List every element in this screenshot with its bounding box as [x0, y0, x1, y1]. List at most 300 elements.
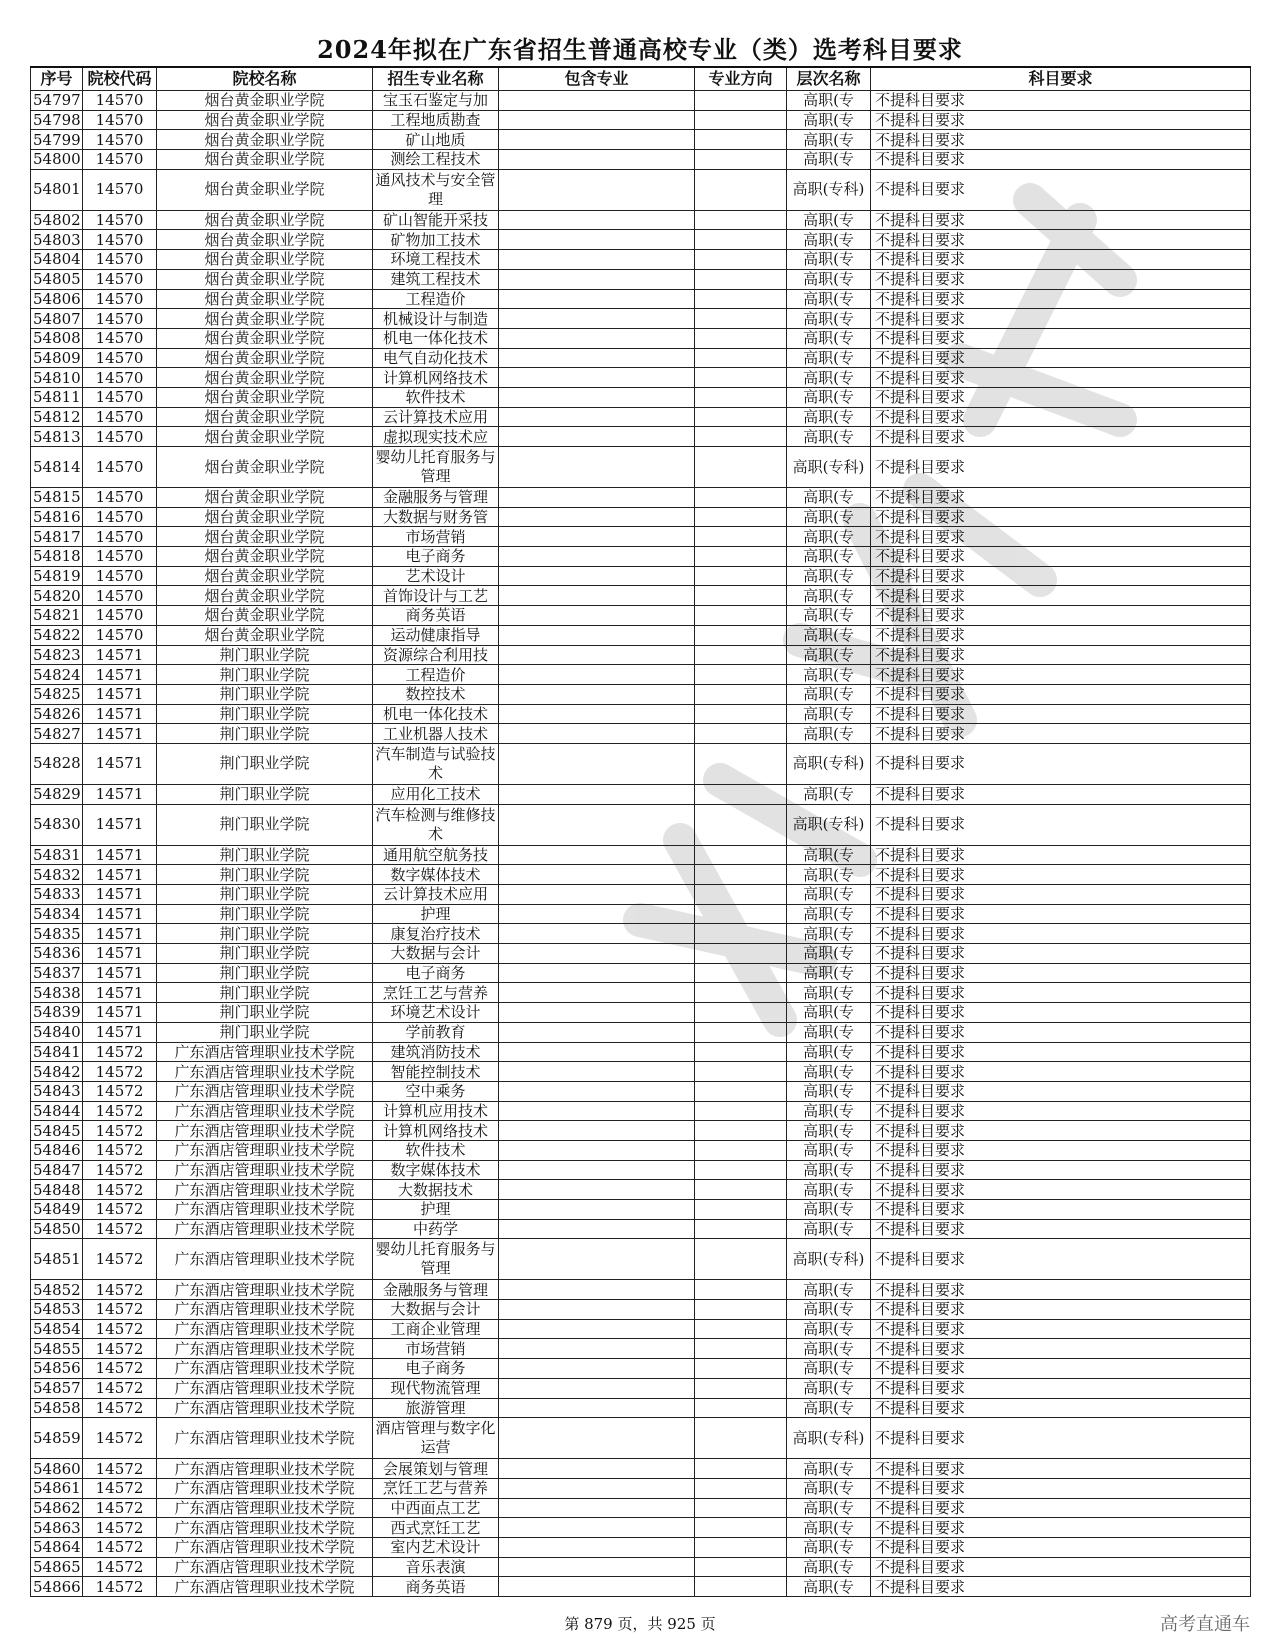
- cell-included-major: [499, 407, 695, 427]
- cell-school-name: 烟台黄金职业学院: [157, 348, 373, 368]
- table-row: [31, 1121, 1251, 1141]
- cell-school-code: 14570: [83, 328, 157, 348]
- cell-seq: 54845: [31, 1121, 83, 1141]
- cell-direction: [695, 784, 787, 804]
- table-row: [31, 488, 1251, 508]
- cell-major-name: 学前教育: [373, 1022, 499, 1042]
- cell-school-code: 14571: [83, 963, 157, 983]
- cell-seq: 54806: [31, 289, 83, 309]
- cell-direction: [695, 1300, 787, 1320]
- cell-major-name: 烹饪工艺与营养: [373, 983, 499, 1003]
- cell-school-code: 14571: [83, 885, 157, 905]
- cell-included-major: [499, 169, 695, 210]
- cell-requirement: 不提科目要求: [871, 804, 1251, 845]
- cell-school-name: 广东酒店管理职业技术学院: [157, 1319, 373, 1339]
- cell-requirement: 不提科目要求: [871, 1537, 1251, 1557]
- cell-included-major: [499, 1498, 695, 1518]
- cell-level: 高职(专: [787, 427, 871, 447]
- column-header-included-major: 包含专业: [499, 67, 695, 91]
- cell-school-name: 广东酒店管理职业技术学院: [157, 1081, 373, 1101]
- cell-major-name: 中西面点工艺: [373, 1498, 499, 1518]
- cell-major-name: 金融服务与管理: [373, 1280, 499, 1300]
- cell-major-name: 环境工程技术: [373, 250, 499, 270]
- cell-school-code: 14572: [83, 1300, 157, 1320]
- cell-seq: 54798: [31, 110, 83, 130]
- cell-direction: [695, 1319, 787, 1339]
- cell-school-code: 14571: [83, 983, 157, 1003]
- table-row: [31, 1042, 1251, 1062]
- cell-school-name: 烟台黄金职业学院: [157, 210, 373, 230]
- cell-school-code: 14571: [83, 924, 157, 944]
- cell-seq: 54864: [31, 1537, 83, 1557]
- cell-seq: 54821: [31, 606, 83, 626]
- cell-school-code: 14570: [83, 368, 157, 388]
- cell-requirement: 不提科目要求: [871, 1200, 1251, 1220]
- cell-included-major: [499, 1022, 695, 1042]
- cell-school-code: 14570: [83, 309, 157, 329]
- table-row: [31, 1498, 1251, 1518]
- cell-direction: [695, 1378, 787, 1398]
- cell-direction: [695, 1022, 787, 1042]
- cell-requirement: 不提科目要求: [871, 507, 1251, 527]
- cell-school-code: 14572: [83, 1459, 157, 1479]
- cell-level: 高职(专: [787, 625, 871, 645]
- cell-school-name: 烟台黄金职业学院: [157, 150, 373, 170]
- cell-level: 高职(专: [787, 1557, 871, 1577]
- cell-requirement: 不提科目要求: [871, 150, 1251, 170]
- cell-direction: [695, 250, 787, 270]
- cell-school-code: 14570: [83, 250, 157, 270]
- cell-school-name: 广东酒店管理职业技术学院: [157, 1498, 373, 1518]
- cell-direction: [695, 407, 787, 427]
- cell-direction: [695, 91, 787, 111]
- cell-school-code: 14570: [83, 527, 157, 547]
- cell-requirement: 不提科目要求: [871, 1339, 1251, 1359]
- cell-level: 高职(专: [787, 230, 871, 250]
- cell-seq: 54817: [31, 527, 83, 547]
- table-row: [31, 743, 1251, 784]
- cell-major-name: 云计算技术应用: [373, 407, 499, 427]
- cell-requirement: 不提科目要求: [871, 724, 1251, 744]
- cell-included-major: [499, 547, 695, 567]
- cell-direction: [695, 1180, 787, 1200]
- table-row: [31, 1239, 1251, 1280]
- table-row: [31, 1557, 1251, 1577]
- cell-major-name: 数字媒体技术: [373, 865, 499, 885]
- cell-school-name: 烟台黄金职业学院: [157, 269, 373, 289]
- table-row: [31, 289, 1251, 309]
- table-row: [31, 210, 1251, 230]
- cell-included-major: [499, 1140, 695, 1160]
- cell-school-name: 荆门职业学院: [157, 944, 373, 964]
- cell-included-major: [499, 348, 695, 368]
- cell-level: 高职(专: [787, 885, 871, 905]
- table-row: [31, 784, 1251, 804]
- cell-seq: 54824: [31, 665, 83, 685]
- cell-seq: 54814: [31, 447, 83, 488]
- table-row: [31, 150, 1251, 170]
- cell-seq: 54836: [31, 944, 83, 964]
- table-row: [31, 110, 1251, 130]
- cell-direction: [695, 1239, 787, 1280]
- cell-level: 高职(专: [787, 407, 871, 427]
- cell-direction: [695, 1140, 787, 1160]
- cell-direction: [695, 447, 787, 488]
- table-row: [31, 1022, 1251, 1042]
- cell-requirement: 不提科目要求: [871, 1300, 1251, 1320]
- cell-school-code: 14570: [83, 110, 157, 130]
- cell-included-major: [499, 1537, 695, 1557]
- cell-school-name: 荆门职业学院: [157, 704, 373, 724]
- cell-school-name: 荆门职业学院: [157, 645, 373, 665]
- cell-requirement: 不提科目要求: [871, 684, 1251, 704]
- table-row: [31, 904, 1251, 924]
- cell-direction: [695, 724, 787, 744]
- cell-included-major: [499, 804, 695, 845]
- cell-level: 高职(专: [787, 1577, 871, 1597]
- cell-seq: 54809: [31, 348, 83, 368]
- cell-school-code: 14572: [83, 1200, 157, 1220]
- cell-school-name: 广东酒店管理职业技术学院: [157, 1121, 373, 1141]
- cell-requirement: 不提科目要求: [871, 1022, 1251, 1042]
- table-row: [31, 865, 1251, 885]
- table-row: [31, 645, 1251, 665]
- cell-requirement: 不提科目要求: [871, 743, 1251, 784]
- cell-included-major: [499, 1042, 695, 1062]
- table-row: [31, 250, 1251, 270]
- cell-requirement: 不提科目要求: [871, 1398, 1251, 1418]
- table-row: [31, 944, 1251, 964]
- cell-included-major: [499, 1280, 695, 1300]
- table-row: [31, 1537, 1251, 1557]
- cell-level: 高职(专: [787, 684, 871, 704]
- cell-school-code: 14572: [83, 1498, 157, 1518]
- cell-requirement: 不提科目要求: [871, 1042, 1251, 1062]
- cell-major-name: 市场营销: [373, 1339, 499, 1359]
- cell-level: 高职(专: [787, 150, 871, 170]
- cell-school-name: 烟台黄金职业学院: [157, 250, 373, 270]
- cell-direction: [695, 1121, 787, 1141]
- cell-seq: 54850: [31, 1219, 83, 1239]
- cell-school-name: 广东酒店管理职业技术学院: [157, 1459, 373, 1479]
- table-row: [31, 407, 1251, 427]
- cell-included-major: [499, 1160, 695, 1180]
- cell-seq: 54815: [31, 488, 83, 508]
- cell-direction: [695, 269, 787, 289]
- cell-seq: 54854: [31, 1319, 83, 1339]
- cell-direction: [695, 885, 787, 905]
- cell-seq: 54802: [31, 210, 83, 230]
- cell-major-name: 首饰设计与工艺: [373, 586, 499, 606]
- cell-seq: 54837: [31, 963, 83, 983]
- cell-direction: [695, 1398, 787, 1418]
- cell-school-name: 广东酒店管理职业技术学院: [157, 1280, 373, 1300]
- cell-school-code: 14572: [83, 1398, 157, 1418]
- table-row: [31, 1200, 1251, 1220]
- cell-seq: 54813: [31, 427, 83, 447]
- cell-school-code: 14570: [83, 407, 157, 427]
- table-row: [31, 1219, 1251, 1239]
- cell-included-major: [499, 309, 695, 329]
- cell-included-major: [499, 427, 695, 447]
- cell-level: 高职(专科): [787, 447, 871, 488]
- cell-direction: [695, 1200, 787, 1220]
- cell-direction: [695, 983, 787, 1003]
- cell-major-name: 室内艺术设计: [373, 1537, 499, 1557]
- cell-major-name: 旅游管理: [373, 1398, 499, 1418]
- cell-school-code: 14572: [83, 1062, 157, 1082]
- table-row: [31, 91, 1251, 111]
- cell-school-code: 14572: [83, 1280, 157, 1300]
- cell-level: 高职(专: [787, 269, 871, 289]
- cell-included-major: [499, 1378, 695, 1398]
- cell-level: 高职(专: [787, 1280, 871, 1300]
- cell-included-major: [499, 983, 695, 1003]
- cell-included-major: [499, 865, 695, 885]
- cell-school-name: 烟台黄金职业学院: [157, 488, 373, 508]
- cell-school-code: 14570: [83, 427, 157, 447]
- table-row: [31, 368, 1251, 388]
- cell-school-code: 14571: [83, 724, 157, 744]
- cell-school-code: 14570: [83, 130, 157, 150]
- column-header-school-name: 院校名称: [157, 67, 373, 91]
- cell-requirement: 不提科目要求: [871, 1378, 1251, 1398]
- cell-requirement: 不提科目要求: [871, 1577, 1251, 1597]
- cell-level: 高职(专科): [787, 743, 871, 784]
- cell-included-major: [499, 1239, 695, 1280]
- cell-level: 高职(专: [787, 1022, 871, 1042]
- cell-seq: 54810: [31, 368, 83, 388]
- cell-school-name: 烟台黄金职业学院: [157, 507, 373, 527]
- cell-level: 高职(专: [787, 110, 871, 130]
- requirements-table: [30, 66, 1251, 1597]
- cell-direction: [695, 1478, 787, 1498]
- cell-seq: 54852: [31, 1280, 83, 1300]
- cell-requirement: 不提科目要求: [871, 488, 1251, 508]
- cell-level: 高职(专: [787, 963, 871, 983]
- table-row: [31, 885, 1251, 905]
- cell-level: 高职(专: [787, 665, 871, 685]
- cell-included-major: [499, 1300, 695, 1320]
- cell-included-major: [499, 944, 695, 964]
- cell-seq: 54851: [31, 1239, 83, 1280]
- cell-school-code: 14570: [83, 488, 157, 508]
- cell-seq: 54827: [31, 724, 83, 744]
- cell-school-code: 14570: [83, 625, 157, 645]
- cell-school-code: 14570: [83, 507, 157, 527]
- cell-requirement: 不提科目要求: [871, 289, 1251, 309]
- cell-requirement: 不提科目要求: [871, 885, 1251, 905]
- cell-requirement: 不提科目要求: [871, 1498, 1251, 1518]
- cell-major-name: 工业机器人技术: [373, 724, 499, 744]
- cell-level: 高职(专: [787, 1160, 871, 1180]
- cell-requirement: 不提科目要求: [871, 944, 1251, 964]
- cell-requirement: 不提科目要求: [871, 1081, 1251, 1101]
- table-row: [31, 387, 1251, 407]
- cell-seq: 54801: [31, 169, 83, 210]
- cell-major-name: 计算机网络技术: [373, 368, 499, 388]
- cell-included-major: [499, 150, 695, 170]
- cell-direction: [695, 1498, 787, 1518]
- cell-school-name: 广东酒店管理职业技术学院: [157, 1042, 373, 1062]
- cell-requirement: 不提科目要求: [871, 645, 1251, 665]
- cell-seq: 54812: [31, 407, 83, 427]
- cell-requirement: 不提科目要求: [871, 1418, 1251, 1459]
- cell-direction: [695, 1557, 787, 1577]
- cell-direction: [695, 586, 787, 606]
- cell-seq: 54816: [31, 507, 83, 527]
- cell-requirement: 不提科目要求: [871, 1219, 1251, 1239]
- cell-requirement: 不提科目要求: [871, 1518, 1251, 1538]
- cell-major-name: 康复治疗技术: [373, 924, 499, 944]
- cell-level: 高职(专: [787, 1062, 871, 1082]
- cell-school-code: 14570: [83, 566, 157, 586]
- cell-level: 高职(专: [787, 944, 871, 964]
- cell-included-major: [499, 269, 695, 289]
- cell-requirement: 不提科目要求: [871, 547, 1251, 567]
- cell-school-name: 广东酒店管理职业技术学院: [157, 1398, 373, 1418]
- cell-level: 高职(专: [787, 1081, 871, 1101]
- cell-seq: 54825: [31, 684, 83, 704]
- cell-school-name: 荆门职业学院: [157, 724, 373, 744]
- cell-direction: [695, 1577, 787, 1597]
- cell-major-name: 空中乘务: [373, 1081, 499, 1101]
- cell-school-code: 14572: [83, 1537, 157, 1557]
- cell-level: 高职(专: [787, 1319, 871, 1339]
- cell-seq: 54847: [31, 1160, 83, 1180]
- cell-requirement: 不提科目要求: [871, 1478, 1251, 1498]
- cell-direction: [695, 387, 787, 407]
- cell-school-code: 14570: [83, 169, 157, 210]
- cell-included-major: [499, 1398, 695, 1418]
- cell-included-major: [499, 1518, 695, 1538]
- cell-level: 高职(专: [787, 704, 871, 724]
- cell-included-major: [499, 566, 695, 586]
- cell-direction: [695, 1280, 787, 1300]
- table-row: [31, 586, 1251, 606]
- cell-school-name: 广东酒店管理职业技术学院: [157, 1557, 373, 1577]
- cell-major-name: 云计算技术应用: [373, 885, 499, 905]
- cell-school-code: 14572: [83, 1101, 157, 1121]
- cell-included-major: [499, 368, 695, 388]
- table-row: [31, 547, 1251, 567]
- column-header-level: 层次名称: [787, 67, 871, 91]
- cell-seq: 54805: [31, 269, 83, 289]
- cell-seq: 54828: [31, 743, 83, 784]
- table-row: [31, 1300, 1251, 1320]
- cell-school-name: 荆门职业学院: [157, 845, 373, 865]
- cell-school-code: 14571: [83, 1003, 157, 1023]
- cell-school-code: 14572: [83, 1478, 157, 1498]
- cell-level: 高职(专: [787, 1180, 871, 1200]
- cell-level: 高职(专: [787, 784, 871, 804]
- table-row: [31, 1398, 1251, 1418]
- cell-school-code: 14572: [83, 1557, 157, 1577]
- cell-major-name: 婴幼儿托育服务与管理: [373, 1239, 499, 1280]
- cell-seq: 54830: [31, 804, 83, 845]
- cell-school-name: 荆门职业学院: [157, 924, 373, 944]
- cell-school-name: 广东酒店管理职业技术学院: [157, 1200, 373, 1220]
- cell-major-name: 环境艺术设计: [373, 1003, 499, 1023]
- cell-school-name: 烟台黄金职业学院: [157, 387, 373, 407]
- cell-requirement: 不提科目要求: [871, 269, 1251, 289]
- cell-included-major: [499, 963, 695, 983]
- cell-requirement: 不提科目要求: [871, 845, 1251, 865]
- cell-major-name: 智能控制技术: [373, 1062, 499, 1082]
- cell-level: 高职(专: [787, 328, 871, 348]
- cell-school-name: 广东酒店管理职业技术学院: [157, 1418, 373, 1459]
- cell-requirement: 不提科目要求: [871, 110, 1251, 130]
- cell-school-name: 荆门职业学院: [157, 1022, 373, 1042]
- cell-school-code: 14571: [83, 743, 157, 784]
- cell-school-name: 烟台黄金职业学院: [157, 169, 373, 210]
- cell-level: 高职(专: [787, 91, 871, 111]
- cell-school-code: 14571: [83, 865, 157, 885]
- cell-included-major: [499, 1577, 695, 1597]
- cell-included-major: [499, 1003, 695, 1023]
- cell-direction: [695, 507, 787, 527]
- cell-major-name: 市场营销: [373, 527, 499, 547]
- cell-seq: 54842: [31, 1062, 83, 1082]
- cell-requirement: 不提科目要求: [871, 1062, 1251, 1082]
- cell-level: 高职(专: [787, 606, 871, 626]
- cell-major-name: 电气自动化技术: [373, 348, 499, 368]
- cell-direction: [695, 1459, 787, 1479]
- table-row: [31, 230, 1251, 250]
- table-row: [31, 1160, 1251, 1180]
- cell-major-name: 工程造价: [373, 289, 499, 309]
- cell-level: 高职(专: [787, 1518, 871, 1538]
- cell-included-major: [499, 130, 695, 150]
- cell-school-code: 14571: [83, 804, 157, 845]
- cell-school-code: 14571: [83, 704, 157, 724]
- cell-school-code: 14572: [83, 1378, 157, 1398]
- cell-included-major: [499, 507, 695, 527]
- cell-seq: 54856: [31, 1359, 83, 1379]
- table-row: [31, 130, 1251, 150]
- cell-school-code: 14572: [83, 1180, 157, 1200]
- cell-included-major: [499, 1200, 695, 1220]
- cell-school-name: 烟台黄金职业学院: [157, 606, 373, 626]
- cell-major-name: 建筑工程技术: [373, 269, 499, 289]
- cell-requirement: 不提科目要求: [871, 1003, 1251, 1023]
- cell-seq: 54853: [31, 1300, 83, 1320]
- cell-school-name: 烟台黄金职业学院: [157, 230, 373, 250]
- cell-level: 高职(专: [787, 1378, 871, 1398]
- cell-included-major: [499, 885, 695, 905]
- cell-school-name: 荆门职业学院: [157, 983, 373, 1003]
- table-row: [31, 1081, 1251, 1101]
- cell-level: 高职(专: [787, 724, 871, 744]
- cell-requirement: 不提科目要求: [871, 865, 1251, 885]
- cell-level: 高职(专: [787, 1140, 871, 1160]
- cell-major-name: 商务英语: [373, 606, 499, 626]
- cell-requirement: 不提科目要求: [871, 1280, 1251, 1300]
- cell-level: 高职(专: [787, 1537, 871, 1557]
- cell-school-code: 14570: [83, 91, 157, 111]
- cell-school-name: 荆门职业学院: [157, 1003, 373, 1023]
- cell-included-major: [499, 1219, 695, 1239]
- cell-major-name: 测绘工程技术: [373, 150, 499, 170]
- cell-included-major: [499, 724, 695, 744]
- cell-direction: [695, 1219, 787, 1239]
- cell-requirement: 不提科目要求: [871, 527, 1251, 547]
- cell-level: 高职(专: [787, 1101, 871, 1121]
- cell-school-name: 广东酒店管理职业技术学院: [157, 1300, 373, 1320]
- cell-included-major: [499, 665, 695, 685]
- cell-school-code: 14572: [83, 1239, 157, 1280]
- cell-included-major: [499, 1359, 695, 1379]
